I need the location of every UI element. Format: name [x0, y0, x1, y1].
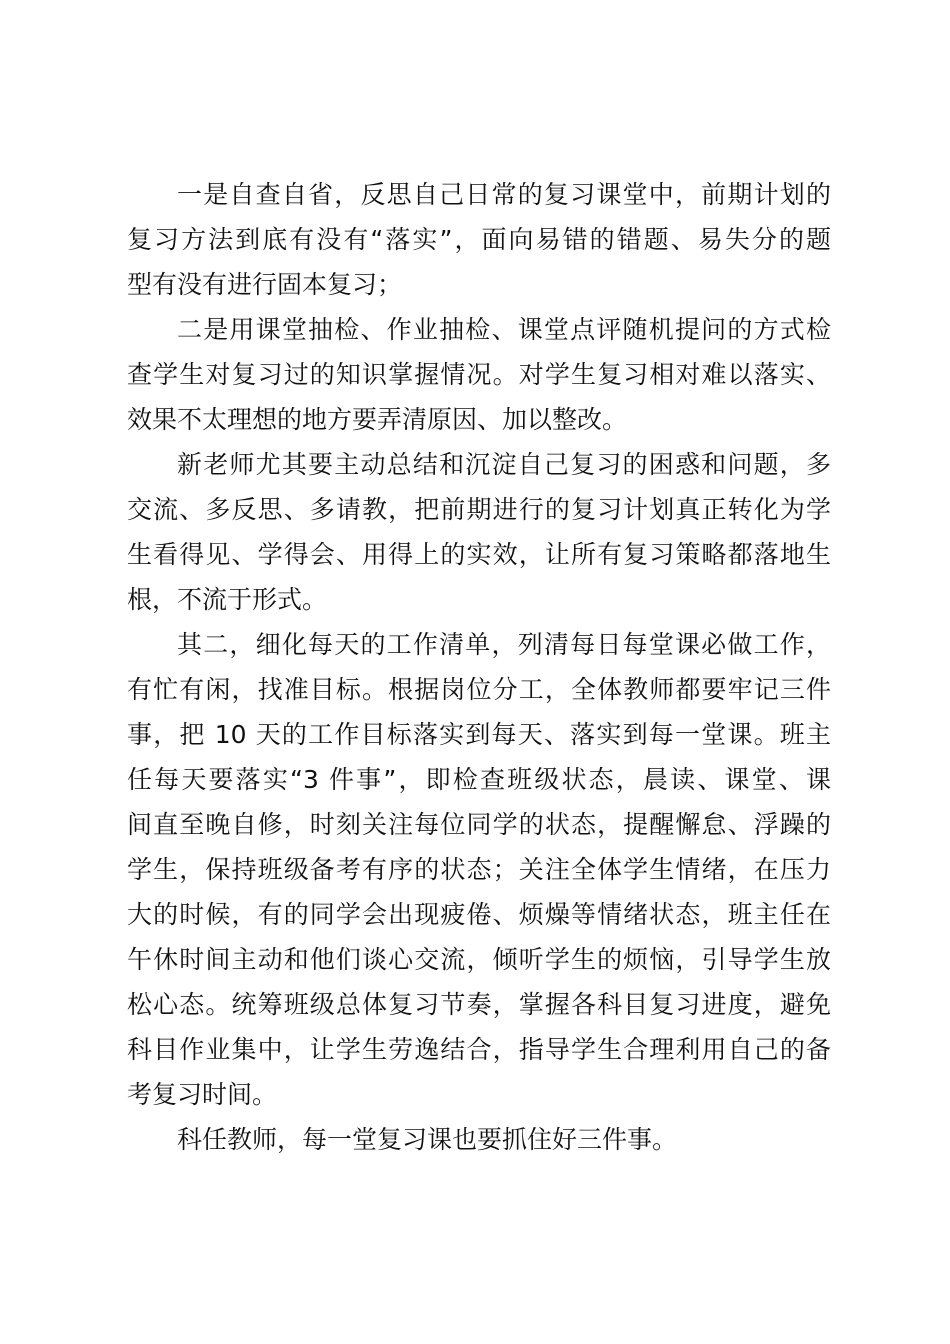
text-line: 学生，保持班级备考有序的状态；关注全体学生情绪，在压力 [127, 855, 831, 884]
text-line: 交流、多反思、多请教，把前期进行的复习计划真正转化为学 [127, 495, 831, 524]
text-line: 查学生对复习过的知识掌握情况。对学生复习相对难以落实、 [127, 360, 831, 389]
text-line: 科任教师，每一堂复习课也要抓住好三件事。 [177, 1125, 678, 1154]
text-line: 松心态。统筹班级总体复习节奏，掌握各科目复习进度，避免 [127, 990, 831, 1019]
document-body [127, 172, 831, 1162]
paragraph-5 [127, 1117, 831, 1162]
text-line: 一是自查自省，反思自己日常的复习课堂中，前期计划的 [177, 180, 831, 209]
text-line: 二是用课堂抽检、作业抽检、课堂点评随机提问的方式检 [177, 315, 831, 344]
text-line: 根，不流于形式。 [127, 585, 328, 614]
text-line: 效果不太理想的地方要弄清原因、加以整改。 [127, 405, 628, 434]
text-line: 事，把 10 天的工作目标落实到每天、落实到每一堂课。班主 [127, 720, 831, 749]
paragraph-3 [127, 442, 831, 622]
text-line: 其二，细化每天的工作清单，列清每日每堂课必做工作， [177, 630, 831, 659]
paragraph-2 [127, 307, 831, 442]
text-line: 任每天要落实“3 件事”，即检查班级状态，晨读、课堂、课 [127, 765, 831, 794]
text-line: 生看得见、学得会、用得上的实效，让所有复习策略都落地生 [127, 540, 831, 569]
text-line: 科目作业集中，让学生劳逸结合，指导学生合理利用自己的备 [127, 1035, 831, 1064]
text-line: 型有没有进行固本复习； [127, 270, 403, 299]
text-line: 有忙有闲，找准目标。根据岗位分工，全体教师都要牢记三件 [127, 675, 831, 704]
paragraph-1 [127, 172, 831, 307]
paragraph-4 [127, 622, 831, 1117]
text-line: 大的时候，有的同学会出现疲倦、烦燥等情绪状态，班主任在 [127, 900, 831, 929]
text-line: 新老师尤其要主动总结和沉淀自己复习的困惑和问题，多 [177, 450, 831, 479]
text-line: 间直至晚自修，时刻关注每位同学的状态，提醒懈怠、浮躁的 [127, 810, 831, 839]
text-line: 复习方法到底有没有“落实”，面向易错的错题、易失分的题 [127, 225, 831, 254]
text-line: 考复习时间。 [127, 1080, 278, 1109]
text-line: 午休时间主动和他们谈心交流，倾听学生的烦恼，引导学生放 [127, 945, 831, 974]
